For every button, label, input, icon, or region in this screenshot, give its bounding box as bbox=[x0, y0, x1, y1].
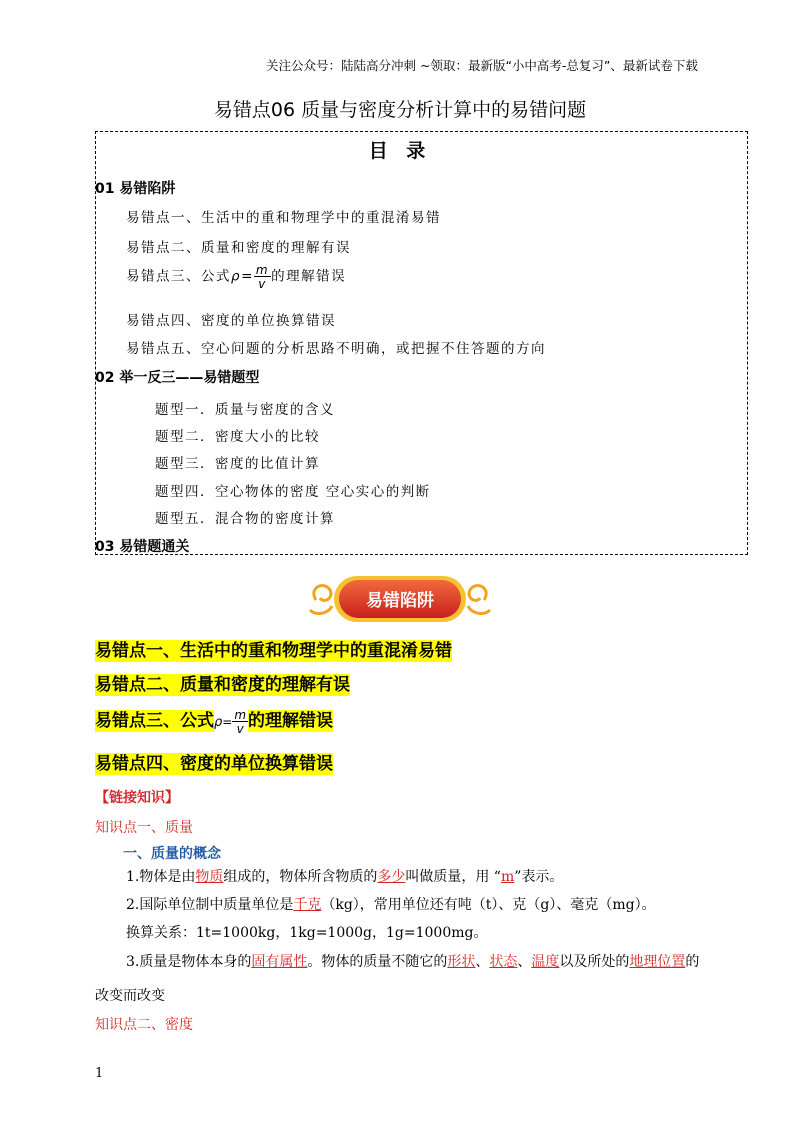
formula-fraction: $\frac{m}{v}$ bbox=[255, 263, 270, 291]
knowledge-point-1: 知识点一、质量 bbox=[95, 820, 193, 836]
paragraph-1: 1.物体是由物质组成的，物体所含物质的多少叫做质量，用 “m”表示。 bbox=[126, 869, 564, 885]
toc-section-2: 02 举一反三——易错题型 bbox=[95, 370, 260, 386]
toc-item: 易错点四、密度的单位换算错误 bbox=[126, 313, 336, 329]
toc-section-3: 03 易错题通关 bbox=[95, 539, 190, 555]
toc-item: 题型三．密度的比值计算 bbox=[155, 456, 320, 472]
highlight-heading-formula: 易错点三、公式ρ= $\frac{m}{v}$ 的理解错误 bbox=[95, 707, 334, 736]
banner-ornament bbox=[306, 570, 494, 628]
section-banner bbox=[306, 570, 494, 628]
toc-heading: 目 录 bbox=[368, 140, 432, 162]
highlight-heading: 易错点四、密度的单位换算错误 bbox=[95, 754, 333, 774]
highlight-heading: 易错点一、生活中的重和物理学中的重混淆易错 bbox=[95, 641, 452, 661]
rho-symbol: ρ bbox=[231, 268, 242, 285]
toc-item: 易错点五、空心问题的分析思路不明确，或把握不住答题的方向 bbox=[126, 341, 546, 357]
subheading-mass-concept: 一、质量的概念 bbox=[123, 846, 221, 862]
header-note: 关注公众号：陆陆高分冲刺 ~领取：最新版“小中高考-总复习”、最新试卷下载 bbox=[266, 58, 698, 73]
toc-item: 题型四．空心物体的密度 空心实心的判断 bbox=[155, 484, 431, 500]
toc-item: 题型二．密度大小的比较 bbox=[155, 429, 320, 445]
highlight-heading: 易错点二、质量和密度的理解有误 bbox=[95, 675, 350, 695]
paragraph-4: 3.质量是物体本身的固有属性。物体的质量不随它的形状、状态、温度以及所处的地理位置的 bbox=[126, 954, 700, 970]
paragraph-3: 换算关系：1t=1000kg，1kg=1000g，1g=1000mg。 bbox=[126, 925, 488, 941]
document-title: 易错点06 质量与密度分析计算中的易错问题 bbox=[213, 99, 587, 121]
formula-fraction: $\frac{m}{v}$ bbox=[234, 707, 247, 736]
paragraph-2: 2.国际单位制中质量单位是千克（kg），常用单位还有吨（t）、克（g）、毫克（mg）。 bbox=[126, 897, 656, 913]
toc-item: 题型一．质量与密度的含义 bbox=[155, 402, 335, 418]
toc-section-1: 01 易错陷阱 bbox=[95, 181, 176, 197]
toc-item: 题型五．混合物的密度计算 bbox=[155, 511, 335, 527]
page-number: 1 bbox=[95, 1066, 104, 1081]
toc-item: 易错点一、生活中的重和物理学中的重混淆易错 bbox=[126, 210, 441, 226]
paragraph-4-continued: 改变而改变 bbox=[95, 988, 165, 1004]
banner-text: 易错陷阱 bbox=[366, 591, 434, 611]
toc-item: 易错点二、质量和密度的理解有误 bbox=[126, 240, 351, 256]
knowledge-point-2: 知识点二、密度 bbox=[95, 1017, 193, 1033]
link-knowledge-label: 【链接知识】 bbox=[95, 790, 179, 806]
toc-item-formula: 易错点三、公式ρ= $\frac{m}{v}$ 的理解错误 bbox=[126, 263, 347, 291]
